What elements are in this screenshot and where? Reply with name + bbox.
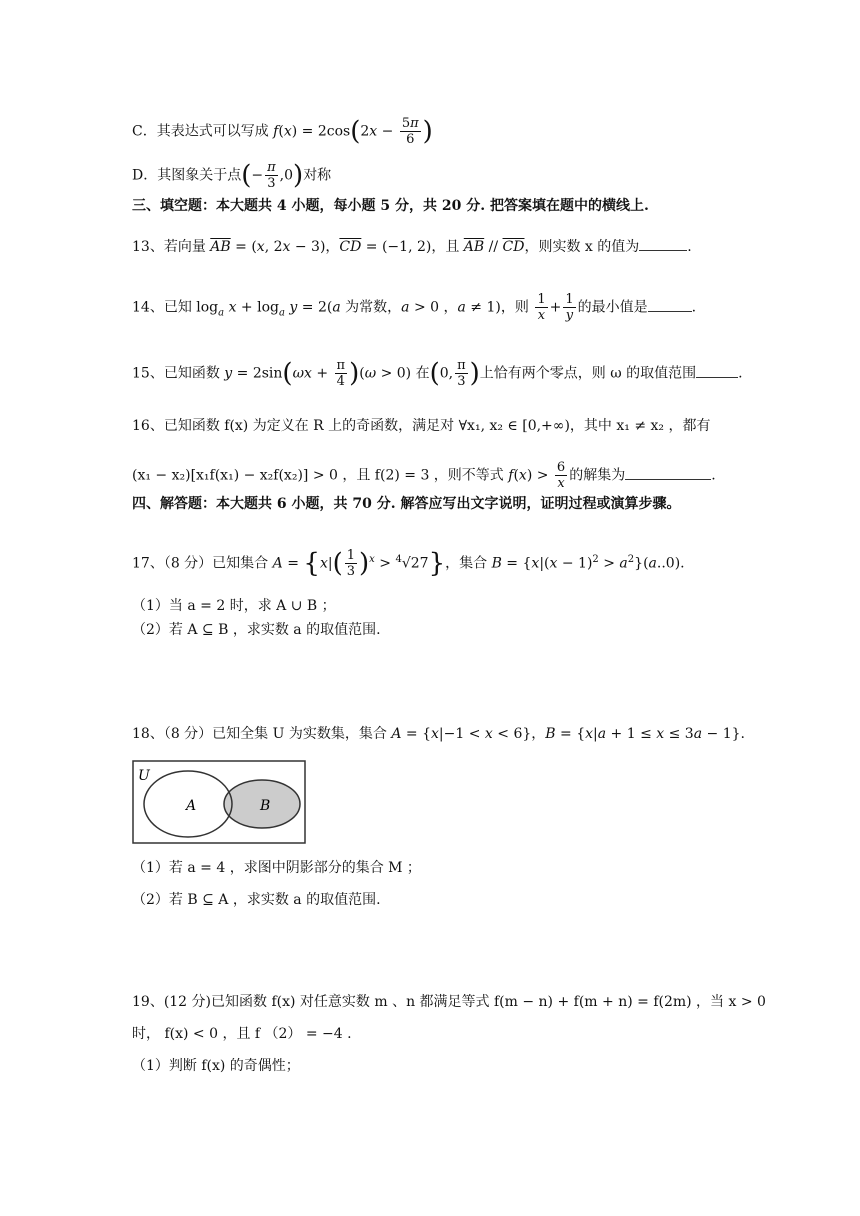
question-18: 18、（8 分）已知全集 U 为实数集，集合 A = {x|−1 < x < 6}，B = {x|a + 1 ≤ x ≤ 3a − 1}. (132, 726, 745, 742)
section-3-heading: 三、填空题：本大题共 4 小题，每小题 5 分，共 20 分. 把答案填在题中的横线上. (132, 198, 649, 214)
option-c-text: C．其表达式可以写成 (132, 123, 269, 140)
question-15: 15、已知函数 y = 2sin(ωx + $\frac{\pi}{4}$ )(ω > 0) 在(0, $\frac{\pi}{3}$ )上恰有两个零点，则 ω 的取值范围 . (132, 358, 743, 389)
question-18-part1: （1）若 a = 4 ，求图中阴影部分的集合 M ； (132, 860, 421, 876)
section-4-heading: 四、解答题：本大题共 6 小题，共 70 分. 解答应写出文字说明，证明过程或演算步骤。 (132, 496, 681, 512)
label-b: B (260, 798, 271, 814)
question-18-part2: （2）若 B ⊆ A ，求实数 a 的取值范围. (132, 892, 381, 908)
question-19-line1: 19、(12 分)已知函数 f(x) 对任意实数 m 、n 都满足等式 f(m − n) + f(m + n) = f(2m) ，当 x > 0 (132, 994, 766, 1010)
question-17-part2: （2）若 A ⊆ B ，求实数 a 的取值范围. (132, 622, 381, 638)
question-19-part1: （1）判断 f(x) 的奇偶性； (132, 1058, 300, 1074)
question-16-line1: 16、已知函数 f(x) 为定义在 R 上的奇函数，满足对 ∀x₁, x₂ ∈ [0,+∞)，其中 x₁ ≠ x₂ ，都有 (132, 418, 711, 434)
question-16-line2: (x₁ − x₂)[x₁f(x₁) − x₂f(x₂)] > 0 ，且 f(2) = 3 ，则不等式 f(x) > $\frac{6}{x}$ 的解集为 . (132, 460, 716, 491)
question-19-line2: 时， f(x) < 0 ，且 f （2） = −4 . (132, 1026, 352, 1042)
question-14: 14、已知 $\log_a x + \log_a y = 2(a$ 为常数，a > 0 ，a ≠ 1)，则 $\frac{1}{x}$ + $\frac{1}{y}$ 的最小值是 . (132, 292, 697, 323)
label-u: U (138, 768, 150, 784)
option-d: D．其图象关于点(− $\frac{\pi}{3}$ ,0)对称 (132, 160, 332, 191)
option-c: C．其表达式可以写成 f(x) = 2cos(2x − $\frac{5\pi}{6}$ ) (132, 116, 433, 147)
label-a: A (186, 798, 197, 814)
question-13: 13、若向量 $\overline{AB} = (x$, 2x − 3)，$\overline{CD} = (-1$, 2)，且 $\overline{AB} // \overline{CD}$，则实数 x 的值为 . (132, 236, 692, 257)
question-17-part1: （1）当 a = 2 时，求 A ∪ B ； (132, 598, 336, 614)
venn-diagram (132, 760, 306, 844)
question-17: 17、（8 分）已知集合 A = {x|( $\frac{1}{3}$ )$^x$ > $^4$√27}，集合 $B = \{x|(x - 1)^2 > a^2\}(a..0)$. (132, 548, 685, 579)
